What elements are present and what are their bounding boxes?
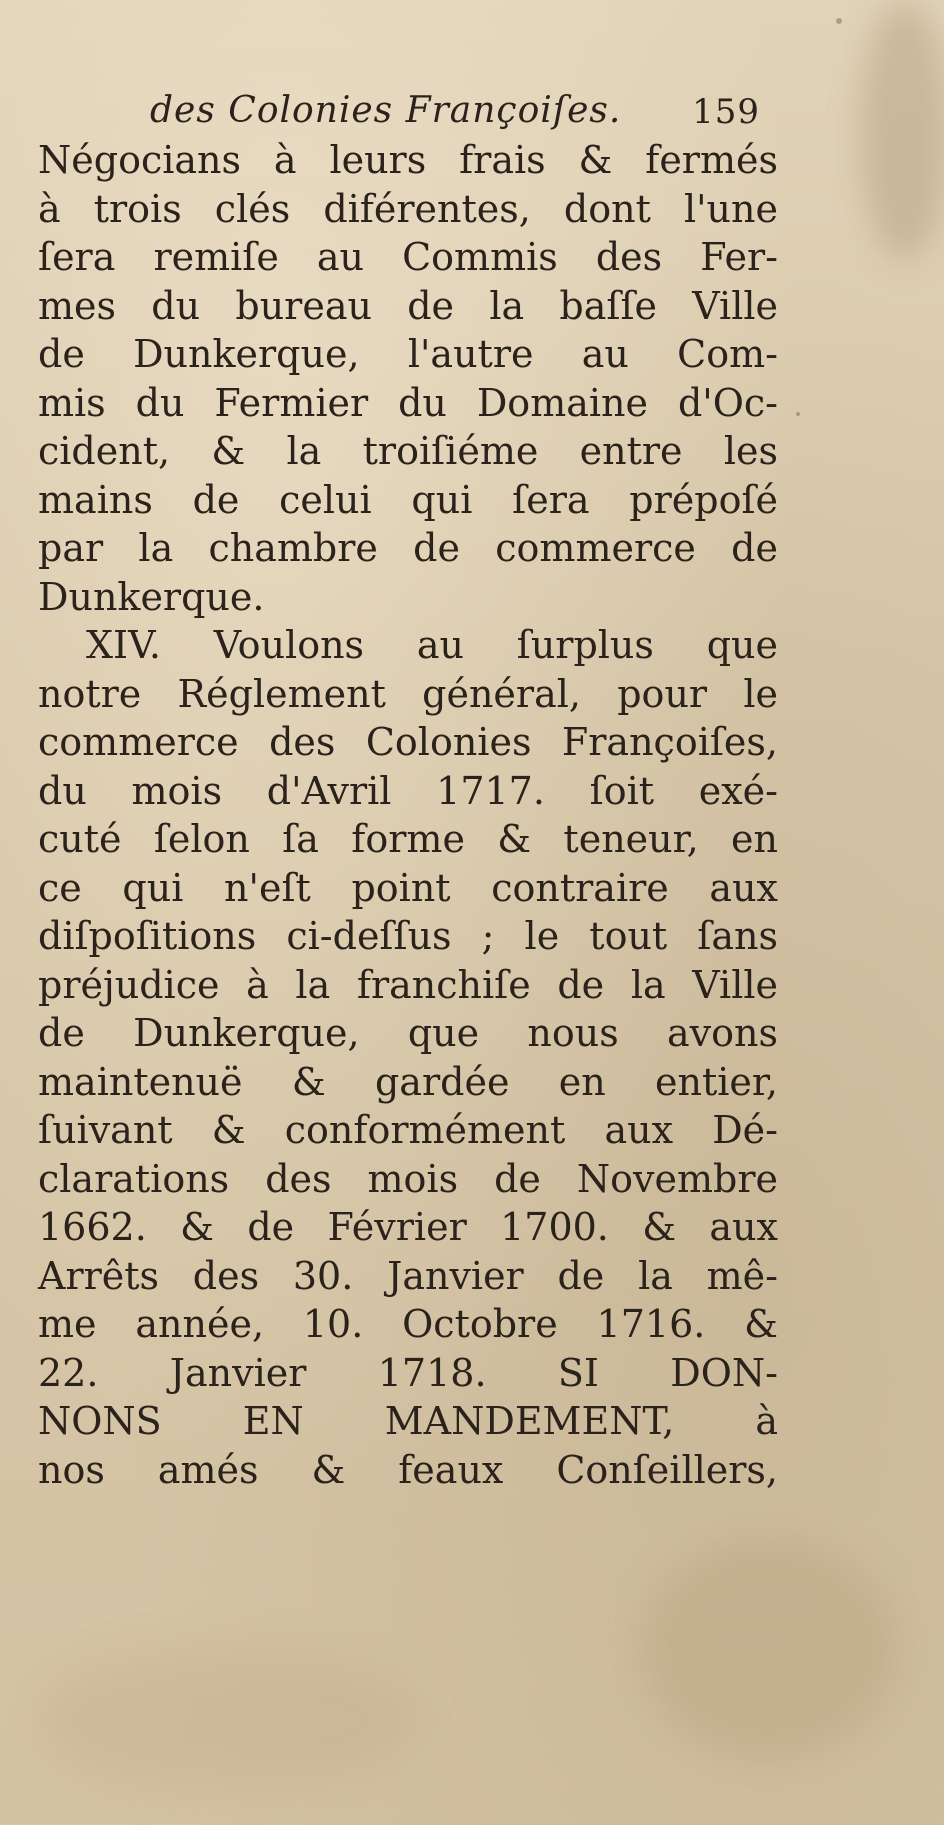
- text-line: ſera remiſe au Commis des Fer-: [38, 235, 778, 279]
- running-head-title: des Colonies Françoiſes.: [150, 90, 622, 131]
- text-line: me année, 10. Octobre 1716. &: [38, 1302, 778, 1346]
- text-line: Négocians à leurs frais & fermés: [38, 138, 778, 182]
- text-line: Arrêts des 30. Janvier de la mê-: [38, 1253, 778, 1298]
- text-line: notre Réglement général, pour le: [38, 671, 778, 716]
- text-line: mes du bureau de la baſſe Ville: [38, 283, 778, 328]
- text-line: à trois clés diférentes, dont l'une: [38, 186, 778, 231]
- text-line: diſpoſitions ci-deſſus ; le tout ſans: [38, 914, 778, 958]
- text-line: Dunkerque.: [38, 574, 265, 619]
- text-line: de Dunkerque, l'autre au Com-: [38, 332, 778, 376]
- article-heading-line: XIV. Voulons au ſurplus que: [86, 623, 778, 667]
- text-line: 1662. & de Février 1700. & aux: [38, 1205, 778, 1249]
- running-head: [150, 90, 760, 140]
- foxing-spot: [836, 18, 842, 24]
- paper-stain: [40, 1650, 420, 1790]
- text-line: ce qui n'eſt point contraire aux: [38, 865, 778, 910]
- foxing-spot: [796, 412, 800, 416]
- page-edge-shadow: [860, 0, 944, 260]
- text-line: 22. Janvier 1718. SI DON-: [38, 1350, 778, 1395]
- page-number: 159: [692, 92, 760, 132]
- text-line: du mois d'Avril 1717. ſoit exé-: [38, 768, 778, 813]
- text-line: cuté ſelon ſa forme & teneur, en: [38, 817, 778, 861]
- text-line: par la chambre de commerce de: [38, 526, 778, 570]
- text-line: clarations des mois de Novembre: [38, 1156, 778, 1201]
- text-line: préjudice à la franchiſe de la Ville: [38, 962, 778, 1007]
- text-line: de Dunkerque, que nous avons: [38, 1011, 778, 1055]
- text-line: NONS EN MANDEMENT, à: [38, 1399, 778, 1443]
- body-text: [38, 136, 778, 1494]
- paper-stain: [640, 1540, 900, 1760]
- text-line: mains de celui qui ſera prépoſé: [38, 477, 778, 522]
- text-line: mis du Fermier du Domaine d'Oc-: [38, 380, 778, 425]
- text-line: maintenuë & gardée en entier,: [38, 1059, 778, 1104]
- text-line: commerce des Colonies Françoiſes,: [38, 720, 778, 764]
- text-line: ſuivant & conformément aux Dé-: [38, 1108, 778, 1152]
- text-line: nos amés & feaux Conſeillers,: [38, 1447, 778, 1492]
- text-line: cident, & la troiſiéme entre les: [38, 429, 778, 473]
